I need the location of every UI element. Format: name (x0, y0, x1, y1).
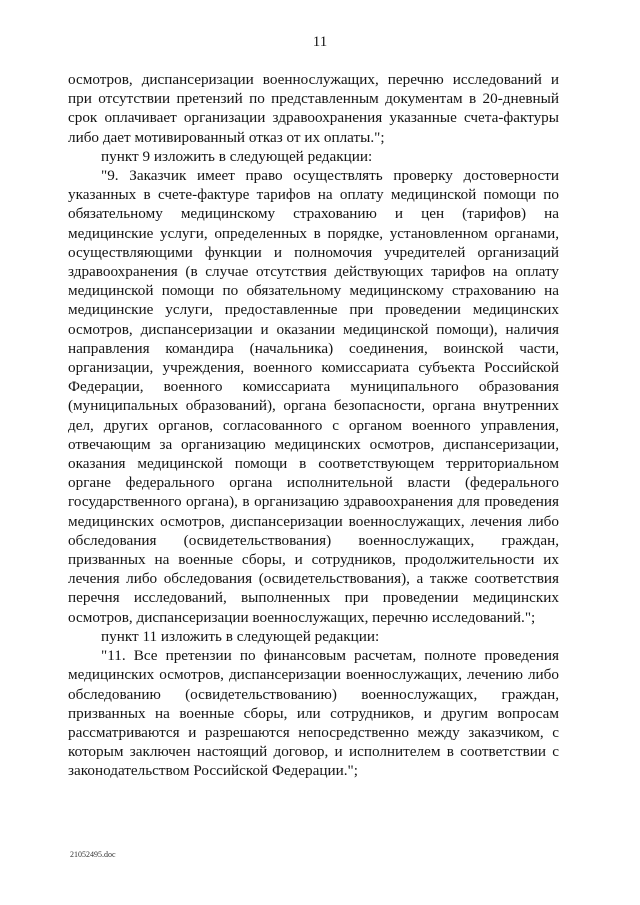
paragraph-item-9-intro: пункт 9 изложить в следующей редакции: (101, 147, 373, 165)
document-body (68, 70, 559, 781)
page-number: 11 (312, 34, 328, 50)
paragraph-item-9-text: "9. Заказчик имеет право осуществлять проверку достоверности указанных в счете-фактуре тарифов на оплату медицинской помощи по обязательному медицинскому страхованию и цен (тарифов) на медицинские услуги, определенных в порядке, установленном органами, осуществляющими функции и полномочия учредителей организаций здравоохранения (в случае отсутствия действующих тарифов на оплату медицинской помощи по обязательному медицинскому страхованию на медицинские услуги, предоставленные при проведении медицинских осмотров, диспансеризации и оказании медицинской помощи), наличия направления командира (начальника) соединения, воинской части, организации, учреждения, военного комиссариата субъекта Российской Федерации, военного комиссариата муниципального образования (муниципальных образований), органа безопасности, органа внутренних дел, других органов, согласованного с органом военного управления, отвечающим за организацию медицинских осмотров, диспансеризации, оказания медицинской помощи в соответствующем территориальном органе федерального органа исполнительной власти (федерального государственного органа), в организацию здравоохранения для проведения медицинских осмотров, диспансеризации военнослужащих, лечения либо обследования (освидетельствования) военнослужащих, граждан, призванных на военные сборы, и сотрудников, продолжительности их лечения либо обследования (освидетельствования), а также соответствия перечня исследований, выполненных при проведении медицинских осмотров, диспансеризации военнослужащих, перечню исследований."; (68, 167, 559, 626)
footer-filename: 21052495.doc (70, 850, 116, 859)
paragraph-item-11-intro: пункт 11 изложить в следующей редакции: (101, 627, 380, 645)
paragraph-item-11-text: "11. Все претензии по финансовым расчетам, полноте проведения медицинских осмотров, диспансеризации военнослужащих, лечению либо обследованию (освидетельствованию) военнослужащих, граждан, призванных на военные сборы, или сотрудников, и другим вопросам рассматриваются и разрешаются непосредственно между заказчиком, с которым заключен настоящий договор, и исполнителем в соответствии с законодательством Российской Федерации."; (68, 647, 559, 780)
paragraph-continuation: осмотров, диспансеризации военнослужащих, перечню исследований и при отсутствии претензий по представленным документам в 20-дневный срок оплачивает организации здравоохранения указанные счета-фактуры либо дает мотивированный отказ от их оплаты."; (68, 71, 559, 146)
